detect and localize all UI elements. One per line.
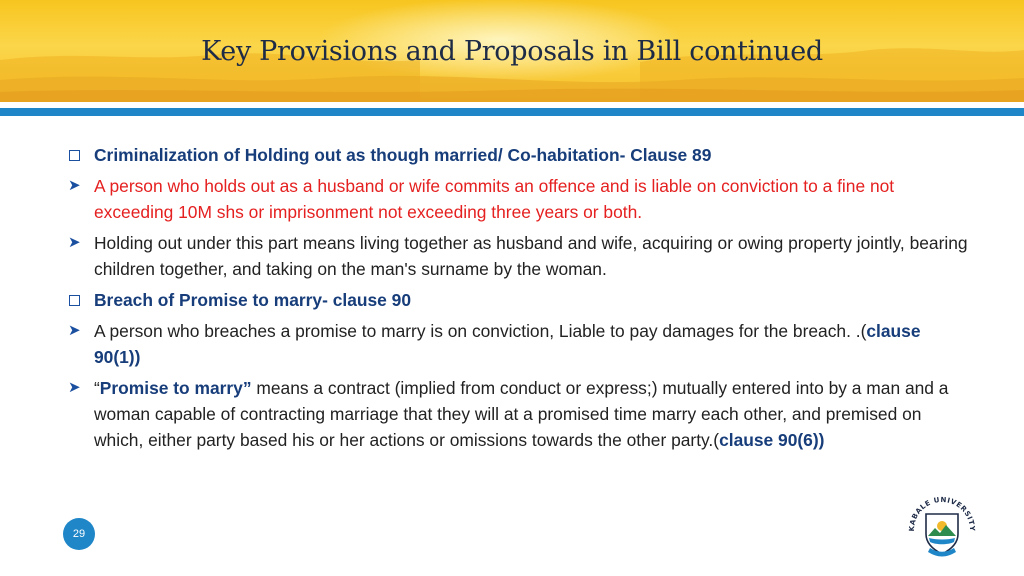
bullet-point-definition xyxy=(68,375,968,453)
arrow-bullet-icon: ➤ xyxy=(68,379,81,396)
point-text: means a contract (implied from conduct or express;) mutually entered into by a man and a woman capable of contracting marriage that they will at a promised time marry each other, and premised on which, either party based his or her actions or omissions towards the other party.( xyxy=(94,378,949,450)
clause-reference: clause 90(6)) xyxy=(719,430,825,450)
header-banner xyxy=(0,0,1024,102)
quote-mark: “ xyxy=(94,378,100,398)
accent-bar xyxy=(0,108,1024,116)
checkbox-bullet-icon xyxy=(68,142,88,168)
point-text: A person who holds out as a husband or wife commits an offence and is liable on conviction to a fine not exceeding 10M shs or imprisonment not exceeding three years or both. xyxy=(94,176,895,222)
slide-content xyxy=(68,142,968,453)
bullet-point-offence xyxy=(68,173,968,225)
bullet-point-holding-out xyxy=(68,230,968,282)
clause-reference: clause 90(1)) xyxy=(94,321,921,367)
defined-term: Promise to marry” xyxy=(99,378,252,398)
arrow-bullet-icon: ➤ xyxy=(68,177,81,194)
heading-text: Criminalization of Holding out as though married/ Co-habitation- Clause 89 xyxy=(94,145,712,165)
point-text: Holding out under this part means living together as husband and wife, acquiring or owing property jointly, bearing children together, and taking on the man's surname by the woman. xyxy=(94,233,968,279)
page-number-badge: 29 xyxy=(63,518,95,550)
point-text: A person who breaches a promise to marry is on conviction, Liable to pay damages for the breach. .( xyxy=(94,321,867,341)
checkbox-bullet-icon xyxy=(68,287,88,313)
university-logo-icon xyxy=(904,492,980,558)
slide-title: Key Provisions and Proposals in Bill continued xyxy=(201,36,823,67)
bullet-heading-clause-89 xyxy=(68,142,968,168)
logo-text: KABALE UNIVERSITY xyxy=(907,495,977,532)
bullet-point-breach xyxy=(68,318,968,370)
bullet-heading-clause-90 xyxy=(68,287,968,313)
arrow-bullet-icon: ➤ xyxy=(68,234,81,251)
heading-text: Breach of Promise to marry- clause 90 xyxy=(94,290,412,310)
arrow-bullet-icon: ➤ xyxy=(68,322,81,339)
